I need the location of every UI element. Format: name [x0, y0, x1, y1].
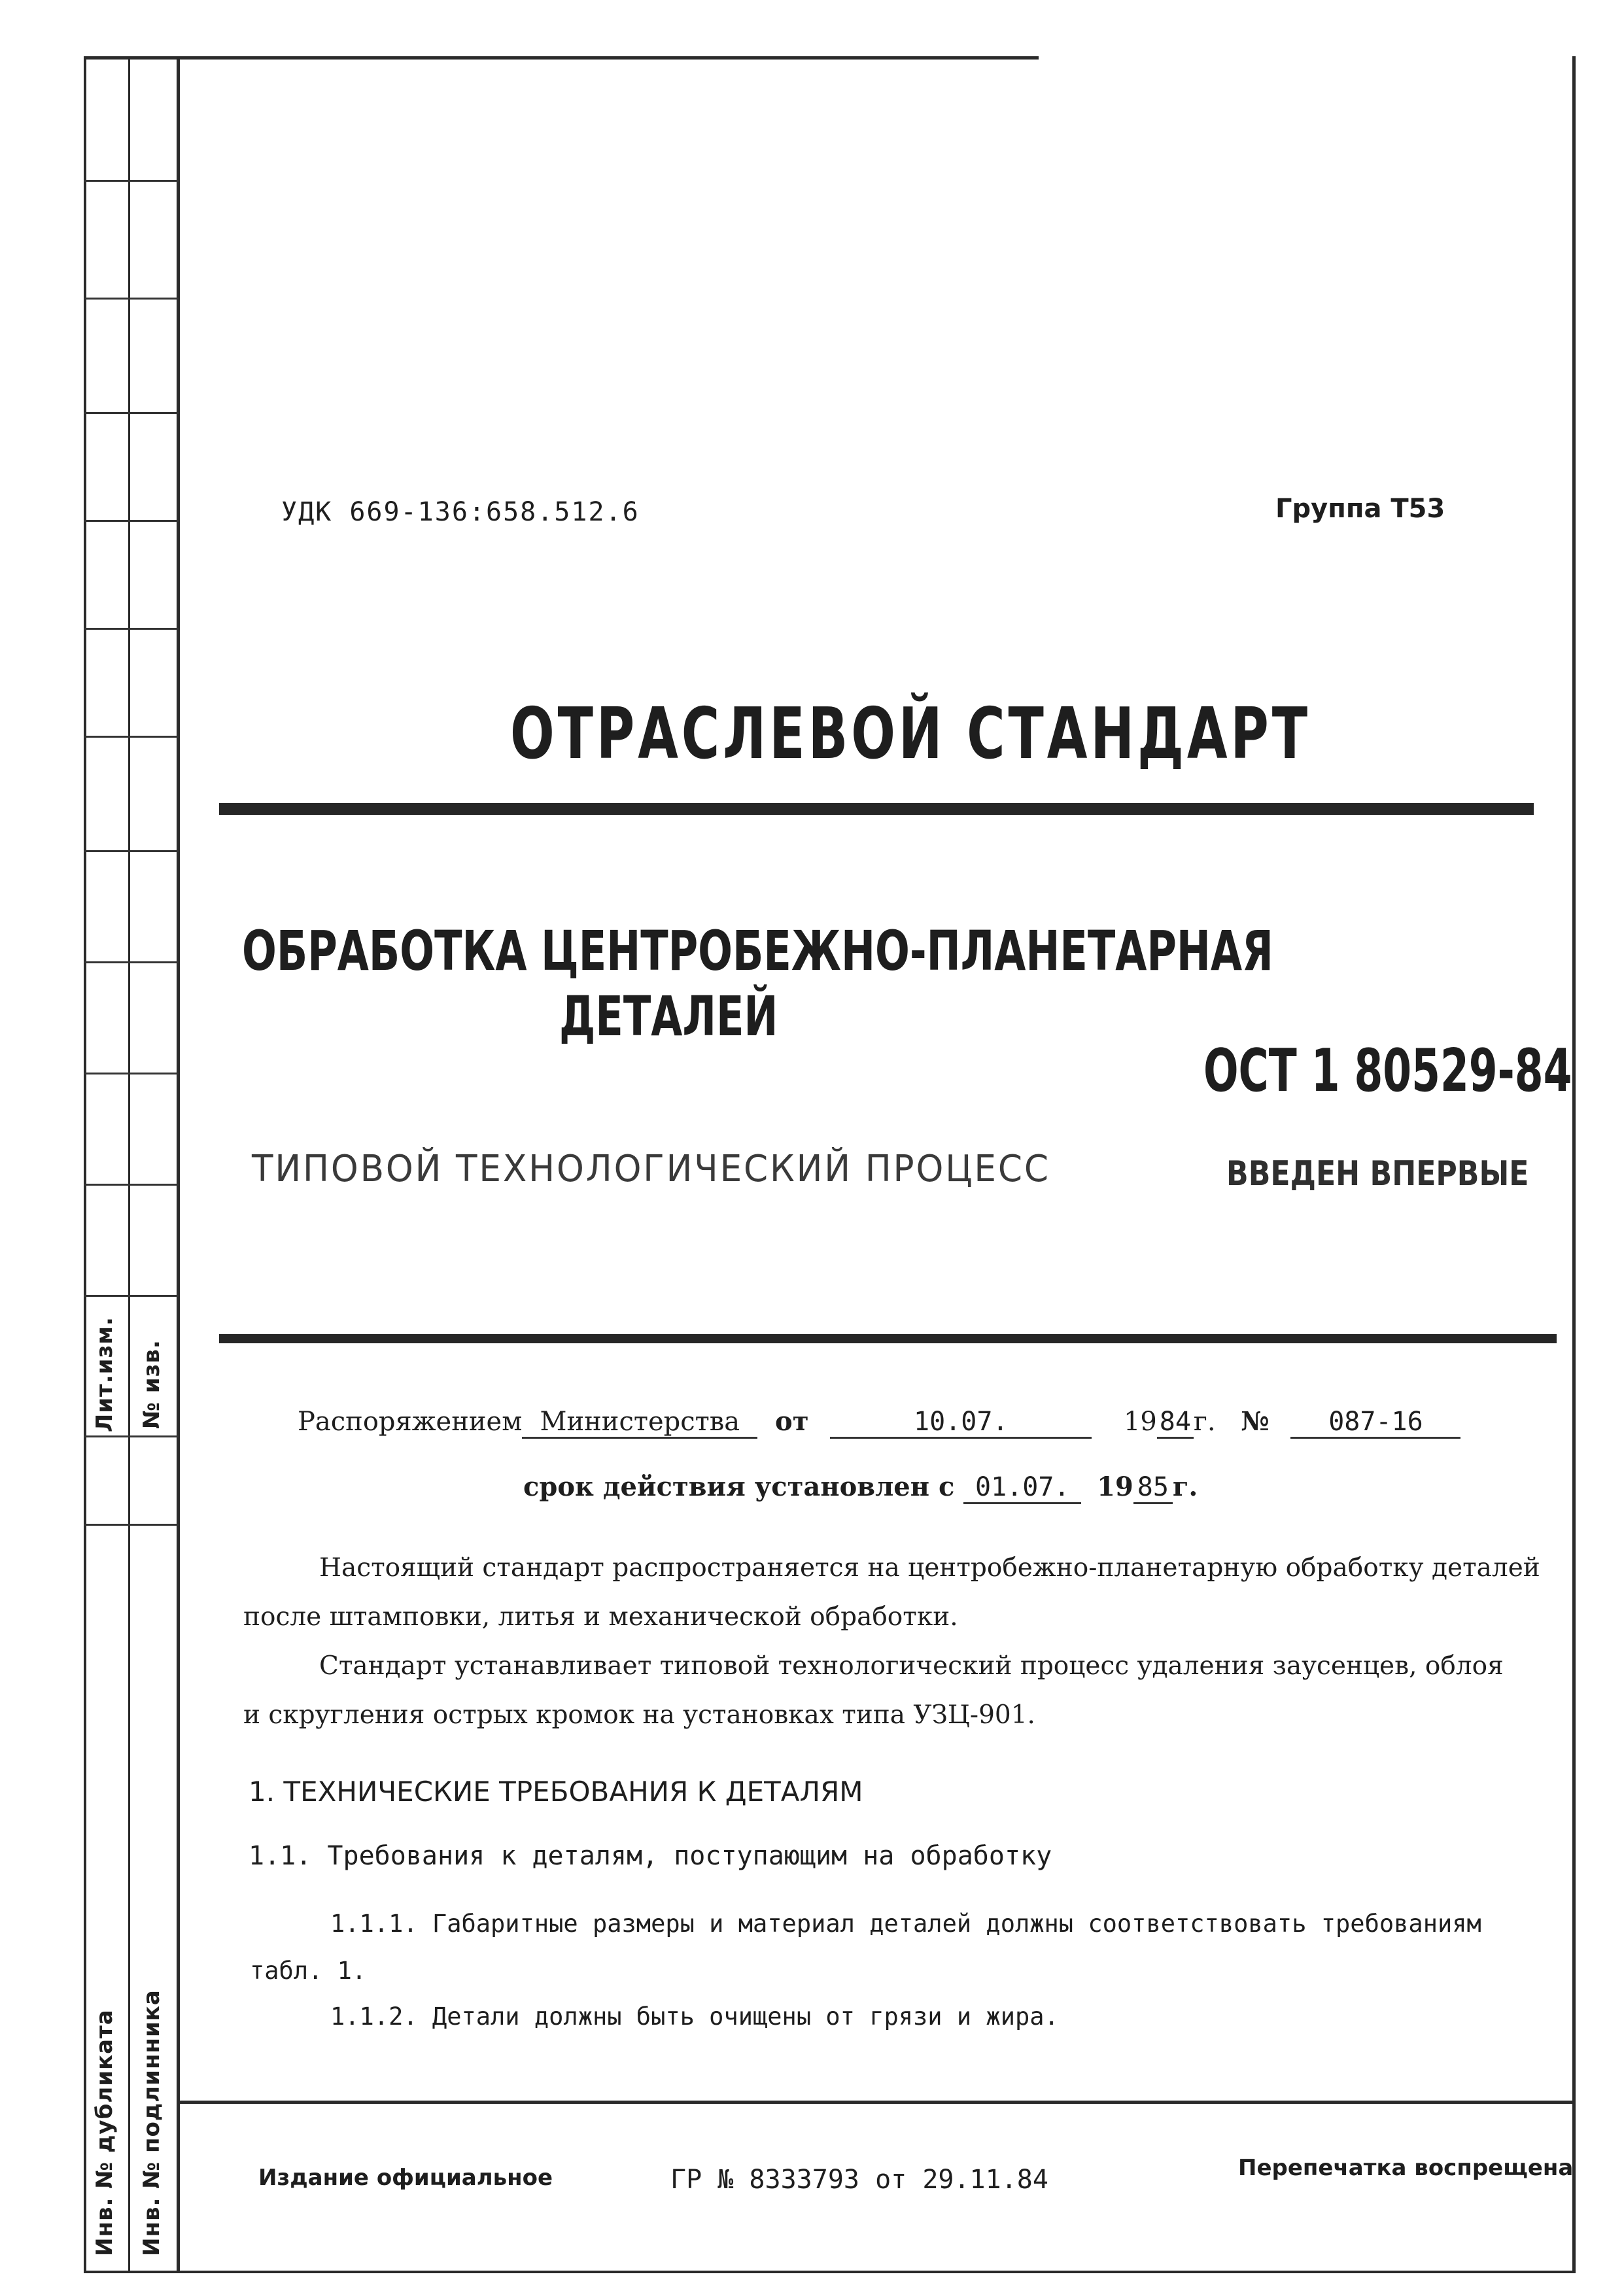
- frame-left-line-inner: [177, 56, 180, 2273]
- introduced-status: ВВЕДЕН ВПЕРВЫЕ: [1226, 1154, 1529, 1194]
- document-title-line1: ОБРАБОТКА ЦЕНТРОБЕЖНО-ПЛАНЕТАРНАЯ: [242, 919, 1273, 983]
- frame-left-line-outer: [84, 56, 86, 2273]
- paragraph-scope-line2: после штамповки, литья и механической обработки.: [243, 1602, 958, 1632]
- document-title-line2: ДЕТАЛЕЙ: [559, 984, 778, 1048]
- frame-left-line-mid: [128, 56, 130, 2273]
- subsection-1-1: 1.1. Требования к деталям, поступающим на обработку: [249, 1841, 1052, 1871]
- margin-label-inv-podlinnika: Инв. № подлинника: [139, 1989, 165, 2256]
- decree-year: 84: [1157, 1407, 1194, 1439]
- footer-registration: ГР № 8333793 от 29.11.84: [670, 2165, 1048, 2195]
- paragraph-scope-line1: Настоящий стандарт распространяется на центробежно-планетарную обработку деталей: [319, 1553, 1540, 1583]
- decree-number-label: №: [1241, 1406, 1270, 1437]
- decree-prefix: Распоряжением: [298, 1407, 523, 1437]
- decree-year-prefix: 19: [1123, 1407, 1157, 1437]
- footer-reprint-notice: Перепечатка воспрещена: [1238, 2155, 1574, 2181]
- frame-top-line: [84, 56, 1039, 60]
- item-1-1-2: 1.1.2. Детали должны быть очищены от грязи и жира.: [330, 2002, 1059, 2031]
- paragraph-purpose-line2: и скругления острых кромок на установках типа УЗЦ-901.: [243, 1700, 1035, 1730]
- margin-label-inv-dublikata: Инв. № дубликата: [92, 2009, 118, 2256]
- divider-top: [219, 803, 1534, 815]
- frame-right-line: [1572, 56, 1576, 2273]
- validity-line: [523, 1471, 1198, 1504]
- decree-from-label: от: [775, 1406, 809, 1437]
- decree-number: 087-16: [1290, 1407, 1460, 1439]
- document-subtitle: ТИПОВОЙ ТЕХНОЛОГИЧЕСКИЙ ПРОЦЕСС: [252, 1148, 1050, 1190]
- paragraph-purpose-line1: Стандарт устанавливает типовой технологический процесс удаления заусенцев, облоя: [319, 1651, 1504, 1681]
- divider-bottom: [219, 1334, 1557, 1343]
- validity-date: 01.07.: [963, 1472, 1081, 1504]
- margin-label-no-izv: № изв.: [139, 1339, 165, 1429]
- group-code: Группа Т53: [1275, 494, 1445, 524]
- footer-divider: [180, 2101, 1575, 2104]
- validity-year-prefix: 19: [1097, 1471, 1133, 1502]
- validity-label: срок действия установлен с: [523, 1471, 955, 1502]
- section-1-heading: 1. ТЕХНИЧЕСКИЕ ТРЕБОВАНИЯ К ДЕТАЛЯМ: [249, 1776, 863, 1808]
- standard-category: ОТРАСЛЕВОЙ СТАНДАРТ: [510, 693, 1311, 775]
- decree-year-suffix: г.: [1193, 1407, 1216, 1437]
- validity-year: 85: [1133, 1472, 1173, 1504]
- decree-issuer: Министерства: [522, 1407, 757, 1439]
- footer-edition: Издание официальное: [258, 2165, 553, 2191]
- validity-year-suffix: г.: [1172, 1471, 1198, 1502]
- item-1-1-1-line2: табл. 1.: [250, 1957, 367, 1985]
- udk-code: УДК 669-136:658.512.6: [281, 497, 640, 527]
- standard-designation: ОСТ 1 80529-84: [1203, 1037, 1572, 1105]
- decree-line: [298, 1406, 1460, 1439]
- decree-date: 10.07.: [830, 1407, 1092, 1439]
- margin-label-lit-izm: Лит.изм.: [92, 1316, 118, 1432]
- item-1-1-1-line1: 1.1.1. Габаритные размеры и материал деталей должны соответствовать требованиям: [330, 1910, 1481, 1938]
- frame-bottom-line: [84, 2271, 1575, 2273]
